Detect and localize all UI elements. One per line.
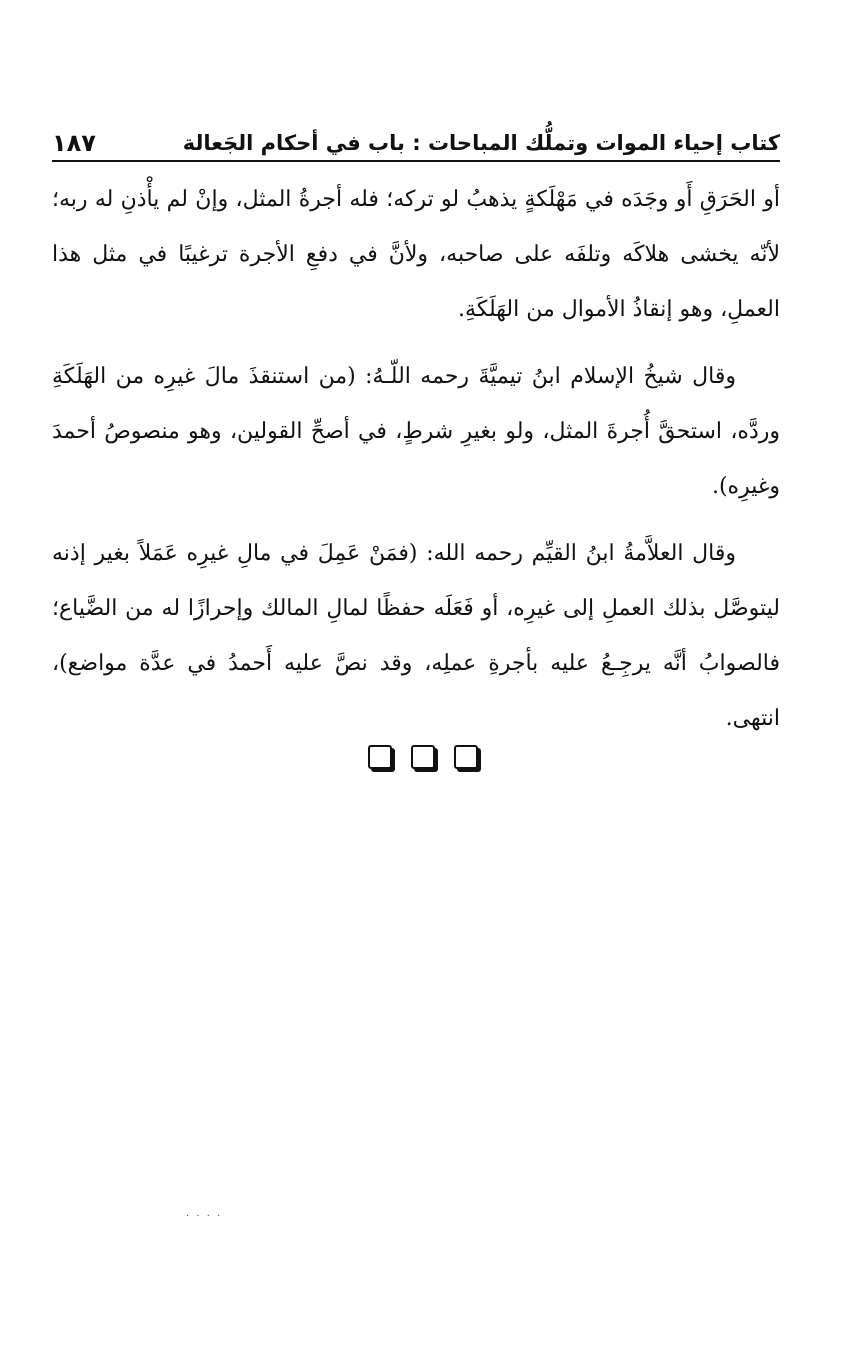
section-divider	[368, 742, 478, 772]
scan-specks: · · · ·	[186, 1211, 223, 1222]
header-rule	[52, 160, 780, 162]
body-text	[52, 172, 780, 746]
divider-box-icon	[454, 745, 478, 769]
divider-box-icon	[368, 745, 392, 769]
paragraph-continuation: أو الحَرَقِ أَو وجَدَه في مَهْلَكةٍ يذهبُ لو تركه؛ فله أجرةُ المثل، وإنْ لم يأْذنِ له ربه؛ لأنّه يخشى هلاكَه وتلفَه على صاحبه، ولأنَّ في دفعِ الأجرة ترغيبًا في مثل هذا العملِ، وهو إنقاذُ الأموال من الهَلَكَةِ.	[52, 187, 780, 322]
paragraph-ibn-taymiyyah-quote: وقال شيخُ الإسلام ابنُ تيميَّةَ رحمه اللّـهُ: (من استنقذَ مالَ غيرِه من الهَلَكَةِ وردَّه، استحقَّ أُجرةَ المثل، ولو بغيرِ شرطٍ، في أصحِّ القولين، وهو منصوصُ أحمدَ وغيرِه).	[52, 364, 780, 499]
running-header-title: كتاب إحياء الموات وتملُّك المباحات : باب في أحكام الجَعالة	[182, 131, 780, 155]
paragraph-ibn-al-qayyim-quote: وقال العلاَّمةُ ابنُ القيِّم رحمه الله: (فمَنْ عَمِلَ في مالِ غيرِه عَمَلاً بغير إذنه ليتوصَّل بذلك العملِ إلى غيرِه، أو فَعَلَه حفظًا لمالِ المالك وإحرازًا له من الضَّياع؛ فالصوابُ أنَّه يرجِـعُ عليه بأجرةِ عملِه، وقد نصَّ عليه أَحمدُ في عدَّة مواضع)، انتهى.	[52, 541, 780, 731]
page-number: ١٨٧	[52, 129, 96, 157]
divider-box-icon	[411, 745, 435, 769]
running-header	[52, 118, 780, 158]
